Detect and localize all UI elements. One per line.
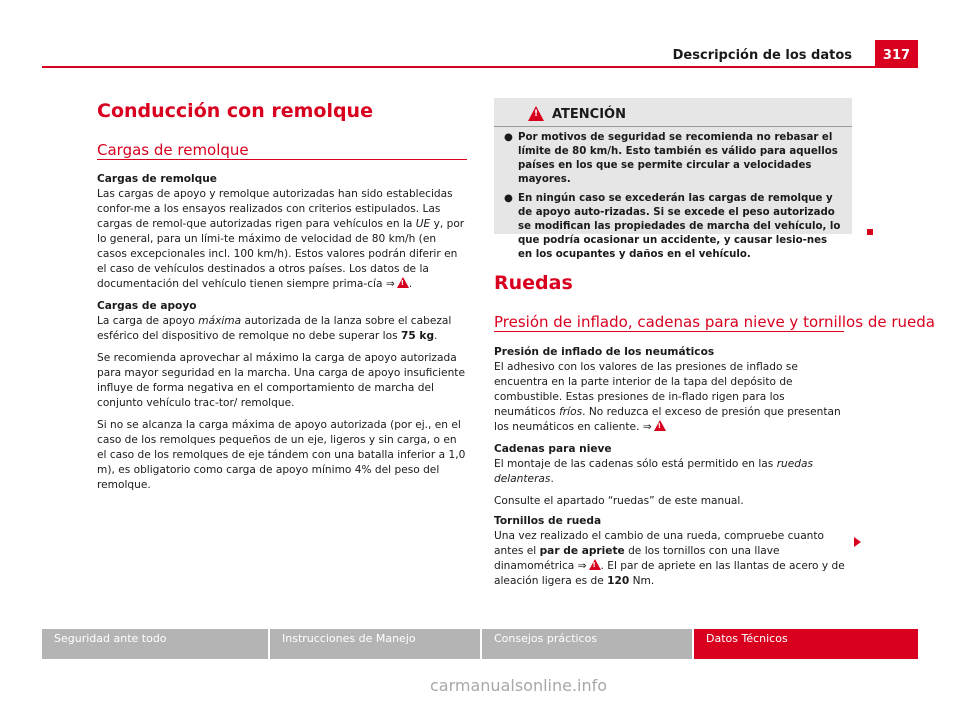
paragraph-tornillos-rueda: Una vez realizado el cambio de una rueda, compruebe cuanto antes el par de apriete de los tornillos con una llave dinamométrica ⇒! . El par de apriete en las llantas de acero y de aleación ligera es de 120 Nm. — [494, 529, 846, 589]
paragraph-cargas-remolque: Las cargas de apoyo y remolque autorizadas han sido establecidas confor-me a los ensayos realizados con criterios estipulados. Las cargas de remol-que autorizadas rigen para vehículos en la UE y, por lo general, para un lími-te máximo de velocidad de 80 km/h (en casos excepcionales incl. 100 km/h). Estos valores podrán diferir en el caso de vehículos destinados a otros países. Los datos de la documentación del vehículo tienen siempre prima-cía ⇒! . — [97, 187, 469, 292]
watermark: carmanualsonline.info — [430, 676, 608, 695]
left-column — [97, 172, 469, 500]
paragraph-cargas-apoyo: La carga de apoyo máxima autorizada de la lanza sobre el cabezal esférico del dispositivo de remolque no debe superar los 75 kg. — [97, 315, 452, 342]
heading-presion-inflado: Presión de inflado de los neumáticos — [494, 346, 715, 358]
right-column — [494, 345, 846, 596]
header-rule — [42, 66, 918, 68]
footer-tab-consejos[interactable]: Consejos prácticos — [482, 629, 692, 659]
attention-list — [504, 131, 844, 267]
attention-title: ATENCIÓN — [552, 107, 626, 122]
attention-header — [494, 98, 852, 127]
paragraph-carga-minima: Si no se alcanza la carga máxima de apoyo autorizada (por ej., en el caso de los remolques pequeños de un eje, ligeros y sin carga, o en el caso de los remolques de eje tándem con una batalla inferior a 1,0 m), es obligatorio como carga de apoyo mínimo 4% del peso del remolque. — [97, 419, 466, 491]
attention-box — [494, 98, 852, 260]
warning-icon — [528, 106, 544, 121]
heading-cargas-apoyo: Cargas de apoyo — [97, 300, 197, 312]
bullet-icon: ● — [504, 193, 513, 204]
heading-cargas-remolque: Cargas de remolque — [97, 173, 217, 185]
attention-item: ● En ningún caso se excederán las cargas de remolque y de apoyo auto-rizadas. Si se excede el peso autorizado se modifican las propiedades de marcha del vehículo, lo que podría ocasionar un accidente, y causar lesio-nes en los ocupantes y daños en el vehículo. — [504, 193, 841, 260]
section-title: Descripción de los datos — [672, 48, 852, 63]
continue-arrow-icon[interactable] — [854, 537, 861, 547]
paragraph-presion-inflado: El adhesivo con los valores de las presiones de inflado se encuentra en la parte interior de la tapa del depósito de combustible. Estas presiones de in-flado rigen para los neumáticos fríos. No reduzca el exceso de presión que presentan los neumáticos en caliente. ⇒! — [494, 360, 846, 435]
warning-icon[interactable] — [589, 559, 601, 570]
paragraph-consulte: Consulte el apartado “ruedas” de este manual. — [494, 495, 744, 507]
end-of-section-icon — [867, 229, 873, 235]
footer-tab-instrucciones[interactable]: Instrucciones de Manejo — [270, 629, 480, 659]
chapter-title: Conducción con remolque — [97, 100, 373, 122]
bullet-icon: ● — [504, 132, 513, 143]
warning-icon[interactable] — [397, 277, 409, 288]
footer-tab-datos-tecnicos[interactable]: Datos Técnicos — [694, 629, 918, 659]
footer-tab-seguridad[interactable]: Seguridad ante todo — [42, 629, 268, 659]
chapter-title-ruedas: Ruedas — [494, 272, 573, 294]
heading-cadenas-nieve: Cadenas para nieve — [494, 443, 612, 455]
paragraph-cadenas-nieve: El montaje de las cadenas sólo está permitido en las ruedas delanteras. — [494, 458, 814, 485]
subtitle-rule — [97, 159, 467, 160]
warning-icon[interactable] — [654, 420, 666, 431]
section-subtitle: Cargas de remolque — [97, 141, 249, 159]
paragraph-recomendacion: Se recomienda aprovechar al máximo la carga de apoyo autorizada para mayor seguridad en la marcha. Una carga de apoyo insuficiente influye de forma negativa en el comportamiento de marcha del conjunto vehículo trac-tor/ remolque. — [97, 352, 465, 409]
attention-item: ● Por motivos de seguridad se recomienda no rebasar el límite de 80 km/h. Esto también es válido para aquellos países en los que se permite circular a velocidades mayores. — [504, 132, 838, 185]
page-number: 317 — [875, 40, 918, 67]
heading-tornillos-rueda: Tornillos de rueda — [494, 515, 602, 527]
section-subtitle-ruedas: Presión de inflado, cadenas para nieve y tornillos de rueda — [494, 313, 935, 331]
subtitle-rule — [494, 331, 844, 332]
